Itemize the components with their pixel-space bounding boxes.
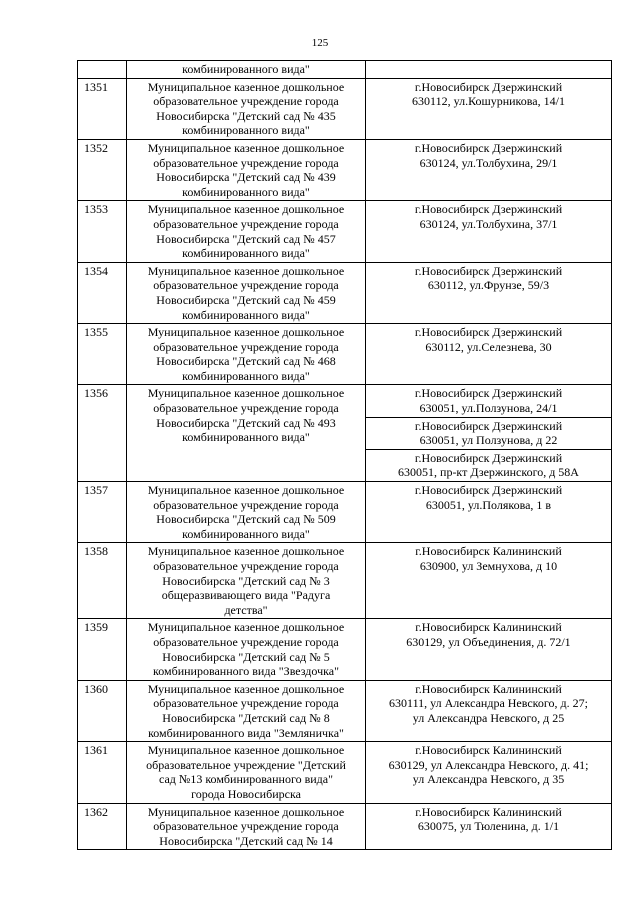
institution-name-line: Муниципальное казенное дошкольное bbox=[147, 79, 345, 94]
institution-name bbox=[127, 543, 366, 619]
institution-address bbox=[366, 680, 612, 741]
institution-name bbox=[127, 324, 366, 385]
institution-name-line: детства" bbox=[224, 602, 268, 617]
institution-address bbox=[366, 449, 612, 481]
address-line: 630051, ул Ползунова, д 22 bbox=[419, 433, 558, 448]
address-line: г.Новосибирск Калининский bbox=[415, 743, 562, 758]
institution-address bbox=[366, 324, 612, 385]
address-line: 630075, ул Тюленина, д. 1/1 bbox=[417, 819, 560, 834]
institution-name-line: образовательное учреждение города bbox=[153, 497, 339, 512]
institution-name bbox=[127, 803, 366, 850]
institution-name-line: Муниципальное казенное дошкольное bbox=[147, 386, 345, 401]
row-number: 1362 bbox=[78, 803, 127, 850]
address-line: г.Новосибирск Дзержинский bbox=[414, 418, 563, 433]
institution-name-line: сад №13 комбинированного вида" bbox=[158, 772, 334, 787]
row-number: 1361 bbox=[78, 742, 127, 803]
table-row bbox=[78, 385, 612, 417]
institution-name-line: комбинированного вида" bbox=[182, 430, 310, 445]
row-number: 1356 bbox=[78, 385, 127, 482]
address-line: 630051, пр-кт Дзержинского, д 58А bbox=[398, 465, 579, 480]
table-row bbox=[78, 742, 612, 803]
institution-name-line: образовательное учреждение города bbox=[153, 819, 339, 834]
institution-name-line: Новосибирска "Детский сад № 3 bbox=[162, 573, 330, 588]
address-line: г.Новосибирск Дзержинский bbox=[414, 325, 563, 340]
institution-name bbox=[127, 680, 366, 741]
institution-name bbox=[127, 619, 366, 680]
institution-name bbox=[127, 201, 366, 262]
row-number: 1353 bbox=[78, 201, 127, 262]
address-line: 630124, ул.Толбухина, 29/1 bbox=[419, 155, 558, 170]
institution-name-line: образовательное учреждение города bbox=[153, 94, 339, 109]
table-row bbox=[78, 61, 612, 79]
institution-name-line: комбинированного вида" bbox=[182, 526, 310, 541]
institution-name-line: образовательное учреждение города bbox=[153, 696, 339, 711]
institution-name-line: Муниципальное казенное дошкольное bbox=[147, 263, 345, 278]
table-row bbox=[78, 201, 612, 262]
institution-name-line: комбинированного вида" bbox=[182, 62, 310, 76]
institution-name-line: образовательное учреждение города bbox=[153, 339, 339, 354]
institution-name-line: образовательное учреждение города bbox=[153, 634, 339, 649]
address-line: 630112, ул.Селезнева, 30 bbox=[425, 339, 552, 354]
institution-address bbox=[366, 803, 612, 850]
table-row bbox=[78, 803, 612, 850]
address-line: 630051, ул.Полякова, 1 в bbox=[425, 497, 552, 512]
address-line: г.Новосибирск Дзержинский bbox=[414, 202, 563, 217]
institution-name-line: Муниципальное казенное дошкольное bbox=[147, 743, 345, 758]
institution-name-line: Новосибирска "Детский сад № 14 bbox=[159, 833, 333, 848]
address-line: г.Новосибирск Калининский bbox=[415, 804, 562, 819]
institution-name-line: образовательное учреждение "Детский bbox=[146, 757, 346, 772]
institution-name bbox=[127, 482, 366, 543]
address-line: г.Новосибирск Дзержинский bbox=[414, 263, 563, 278]
table-row bbox=[78, 680, 612, 741]
address-line: 630124, ул.Толбухина, 37/1 bbox=[419, 216, 558, 231]
institution-name-line: Новосибирска "Детский сад № 439 bbox=[156, 170, 336, 185]
institution-address bbox=[366, 262, 612, 323]
institution-name-line: Муниципальное казенное дошкольное bbox=[147, 140, 345, 155]
institution-name-line: Муниципальное казенное дошкольное bbox=[147, 325, 345, 340]
row-number: 1351 bbox=[78, 78, 127, 139]
institution-name-line: комбинированного вида" bbox=[182, 123, 310, 138]
institution-address bbox=[366, 543, 612, 619]
row-number bbox=[78, 61, 127, 79]
institution-name-line: образовательное учреждение города bbox=[153, 278, 339, 293]
address-line: ул Александра Невского, д 25 bbox=[412, 710, 565, 725]
address-line: 630900, ул Земнухова, д 10 bbox=[419, 559, 558, 573]
institution-name-line: комбинированного вида "Звездочка" bbox=[153, 664, 339, 679]
address-line: г.Новосибирск Калининский bbox=[415, 544, 562, 559]
address-line: 630112, ул.Кошурникова, 14/1 bbox=[412, 94, 565, 109]
institution-name-line: Муниципальное казенное дошкольное bbox=[147, 202, 345, 217]
address-line: г.Новосибирск Дзержинский bbox=[414, 386, 563, 401]
institution-name-line: города Новосибирска bbox=[191, 786, 301, 801]
institution-name bbox=[127, 262, 366, 323]
table-row bbox=[78, 78, 612, 139]
table-row bbox=[78, 324, 612, 385]
institution-address bbox=[366, 385, 612, 417]
address-line: 630111, ул Александра Невского, д. 27; bbox=[389, 696, 588, 711]
address-line: г.Новосибирск Калининский bbox=[415, 681, 562, 696]
row-number: 1354 bbox=[78, 262, 127, 323]
institution-name-line: Муниципальное казенное дошкольное bbox=[147, 681, 345, 696]
institution-address bbox=[366, 482, 612, 543]
institution-name-line: Новосибирска "Детский сад № 435 bbox=[156, 108, 336, 123]
institution-name-line: комбинированного вида" bbox=[182, 368, 310, 383]
institution-name-line: комбинированного вида" bbox=[182, 246, 310, 261]
institution-name-line: Муниципальное казенное дошкольное bbox=[147, 804, 345, 819]
institution-address bbox=[366, 417, 612, 449]
institution-name bbox=[127, 61, 366, 79]
institution-name-line: Новосибирска "Детский сад № 493 bbox=[156, 415, 336, 430]
address-line: г.Новосибирск Дзержинский bbox=[414, 450, 563, 465]
institution-name-line: образовательное учреждение города bbox=[153, 401, 339, 416]
row-number: 1352 bbox=[78, 139, 127, 200]
institution-name-line: образовательное учреждение города bbox=[153, 155, 339, 170]
institution-name-line: Новосибирска "Детский сад № 468 bbox=[156, 354, 336, 369]
institution-address bbox=[366, 619, 612, 680]
address-line: г.Новосибирск Дзержинский bbox=[414, 79, 563, 94]
address-line: г.Новосибирск Дзержинский bbox=[414, 483, 563, 498]
institution-name-line: Муниципальное казенное дошкольное bbox=[147, 483, 345, 498]
page-number: 125 bbox=[311, 37, 329, 49]
institution-name-line: Новосибирска "Детский сад № 457 bbox=[156, 231, 336, 246]
table-row bbox=[78, 619, 612, 680]
institution-address bbox=[366, 139, 612, 200]
institution-name bbox=[127, 78, 366, 139]
table-row bbox=[78, 262, 612, 323]
address-line: г.Новосибирск Калининский bbox=[415, 620, 562, 635]
institution-name-line: Новосибирска "Детский сад № 5 bbox=[162, 649, 330, 664]
institution-name-line: комбинированного вида "Земляничка" bbox=[148, 725, 344, 740]
institution-name-line: общеразвивающего вида "Радуга bbox=[161, 588, 331, 603]
institution-name-line: Новосибирска "Детский сад № 459 bbox=[156, 292, 336, 307]
address-line: 630129, ул Объединения, д. 72/1 bbox=[406, 634, 571, 649]
institution-name bbox=[127, 139, 366, 200]
institution-address bbox=[366, 78, 612, 139]
address-line: 630129, ул Александра Невского, д. 41; bbox=[388, 757, 589, 772]
table-row bbox=[78, 139, 612, 200]
institution-name bbox=[127, 385, 366, 482]
institution-address bbox=[366, 61, 612, 79]
table-row bbox=[78, 482, 612, 543]
row-number: 1355 bbox=[78, 324, 127, 385]
table-row bbox=[78, 543, 612, 619]
institution-name bbox=[127, 742, 366, 803]
institution-address bbox=[366, 742, 612, 803]
institution-address bbox=[366, 201, 612, 262]
institution-name-line: образовательное учреждение города bbox=[153, 216, 339, 231]
row-number: 1357 bbox=[78, 482, 127, 543]
institution-name-line: Муниципальное казенное дошкольное bbox=[147, 544, 345, 559]
institution-name-line: комбинированного вида" bbox=[182, 307, 310, 322]
address-line: 630051, ул.Ползунова, 24/1 bbox=[419, 401, 558, 416]
row-number: 1358 bbox=[78, 543, 127, 619]
institution-name-line: Новосибирска "Детский сад № 509 bbox=[156, 512, 336, 527]
row-number: 1359 bbox=[78, 619, 127, 680]
institution-name-line: Муниципальное казенное дошкольное bbox=[147, 620, 345, 635]
institution-name-line: образовательное учреждение города bbox=[153, 559, 339, 573]
address-line: 630112, ул.Фрунзе, 59/3 bbox=[427, 278, 550, 293]
address-line: г.Новосибирск Дзержинский bbox=[414, 140, 563, 155]
institution-name-line: Новосибирска "Детский сад № 8 bbox=[162, 710, 330, 725]
row-number: 1360 bbox=[78, 680, 127, 741]
institutions-table bbox=[77, 60, 612, 850]
institution-name-line: комбинированного вида" bbox=[182, 184, 310, 199]
address-line: ул Александра Невского, д 35 bbox=[412, 772, 565, 787]
